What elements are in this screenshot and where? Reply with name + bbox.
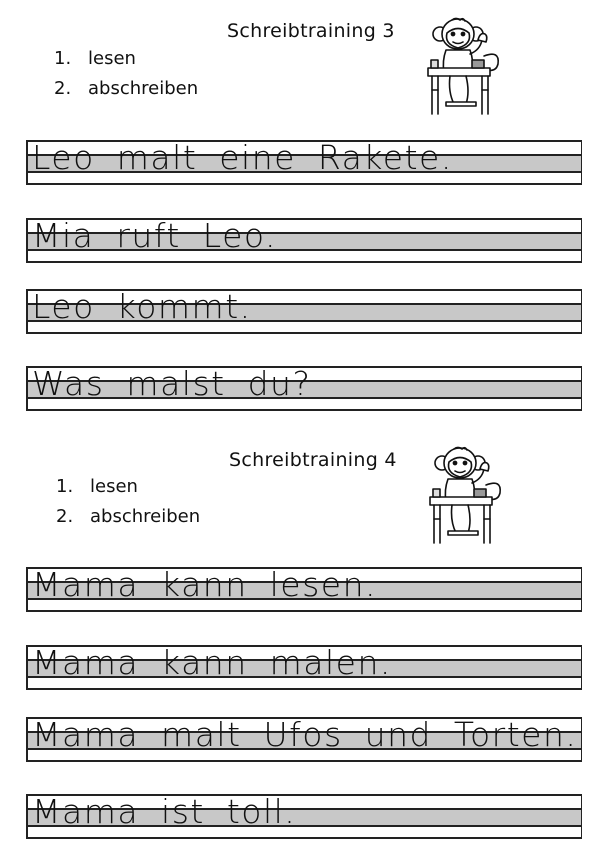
instruction-item xyxy=(56,472,200,502)
instruction-list xyxy=(54,44,198,104)
writing-lines xyxy=(26,289,582,333)
writing-lines xyxy=(26,645,582,689)
instruction-label: lesen xyxy=(90,476,138,497)
instruction-number: 1. xyxy=(54,48,72,69)
instruction-item xyxy=(54,74,198,104)
instruction-number: 2. xyxy=(56,506,74,527)
sentence-text: Was malst du? xyxy=(32,364,312,403)
instruction-list xyxy=(56,472,200,532)
sentence-text: Leo kommt. xyxy=(32,287,252,326)
writing-lines xyxy=(26,218,582,262)
sentence-text: Mama kann lesen. xyxy=(32,565,377,604)
monkey-at-desk-icon xyxy=(420,16,508,118)
instruction-number: 1. xyxy=(56,476,74,497)
writing-lines xyxy=(26,717,582,761)
instruction-item xyxy=(54,44,198,74)
sentence-text: Leo malt eine Rakete. xyxy=(32,138,453,177)
monkey-at-desk-icon xyxy=(422,445,510,547)
sentence-text: Mama malt Ufos und Torten. xyxy=(32,715,578,754)
writing-lines xyxy=(26,140,582,184)
section-title: Schreibtraining 3 xyxy=(227,20,395,42)
instruction-label: lesen xyxy=(88,48,136,69)
section-title: Schreibtraining 4 xyxy=(229,449,397,471)
writing-lines xyxy=(26,366,582,410)
instruction-label: abschreiben xyxy=(90,506,201,527)
writing-lines xyxy=(26,794,582,838)
instruction-number: 2. xyxy=(54,78,72,99)
writing-lines xyxy=(26,567,582,611)
sentence-text: Mama kann malen. xyxy=(32,643,392,682)
sentence-text: Mia ruft Leo. xyxy=(32,216,278,255)
instruction-label: abschreiben xyxy=(88,78,199,99)
sentence-text: Mama ist toll. xyxy=(32,792,297,831)
instruction-item xyxy=(56,502,200,532)
